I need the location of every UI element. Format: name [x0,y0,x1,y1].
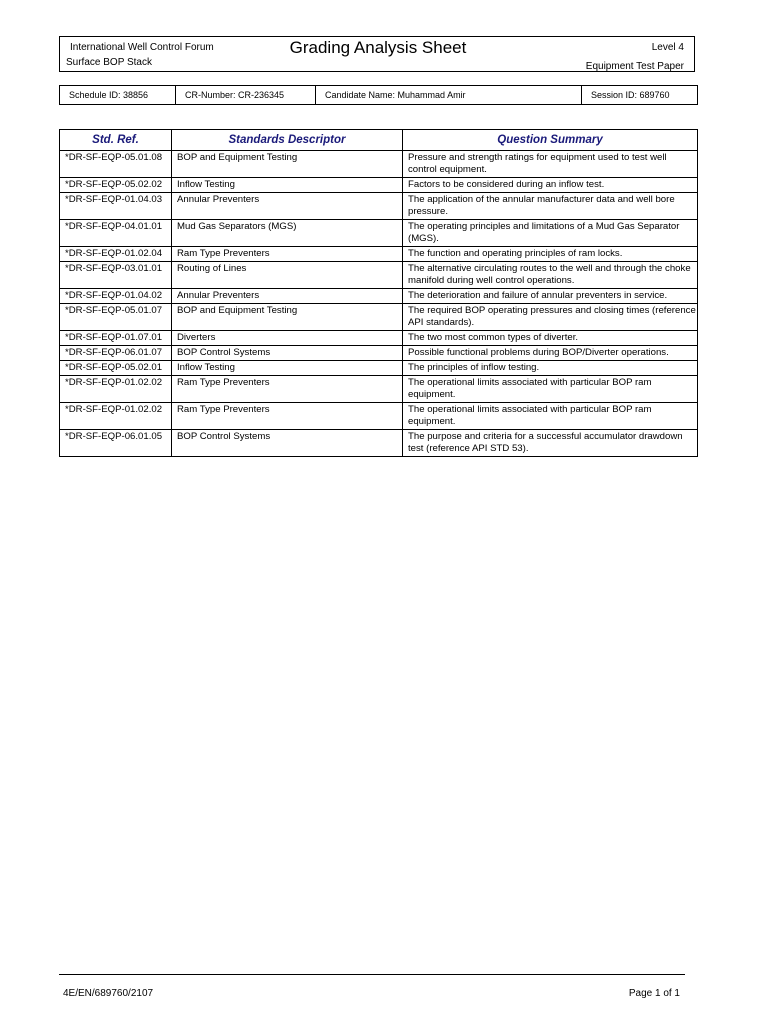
summary-cell: The principles of inflow testing. [403,361,698,376]
cr-number: CR-Number: CR-236345 [176,86,316,105]
std-ref-cell: *DR-SF-EQP-01.07.01 [60,331,172,346]
table-row [60,151,698,178]
descriptor-cell: Annular Preventers [172,193,403,220]
summary-cell: The alternative circulating routes to the well and through the choke manifold during well control operations. [403,262,698,289]
std-ref-cell: *DR-SF-EQP-01.02.02 [60,376,172,403]
table-row [60,376,698,403]
table-row [60,403,698,430]
summary-cell: Factors to be considered during an inflow test. [403,178,698,193]
descriptor-cell: BOP Control Systems [172,346,403,361]
table-row [60,346,698,361]
table-row [60,289,698,304]
std-ref-cell: *DR-SF-EQP-05.01.07 [60,304,172,331]
level-label: Level 4 [651,42,684,53]
identifier-table [59,85,698,105]
std-ref-cell: *DR-SF-EQP-05.01.08 [60,151,172,178]
std-ref-cell: *DR-SF-EQP-05.02.02 [60,178,172,193]
table-row [60,193,698,220]
column-header-std-ref: Std. Ref. [60,130,172,151]
column-header-descriptor: Standards Descriptor [172,130,403,151]
table-row [60,262,698,289]
table-row [60,430,698,457]
schedule-id: Schedule ID: 38856 [60,86,176,105]
summary-cell: The two most common types of diverter. [403,331,698,346]
table-row [60,331,698,346]
table-row [60,178,698,193]
std-ref-cell: *DR-SF-EQP-01.02.04 [60,247,172,262]
summary-cell: The operational limits associated with particular BOP ram equipment. [403,403,698,430]
subject-name: Surface BOP Stack [66,57,152,68]
page-title: Grading Analysis Sheet [289,38,467,57]
std-ref-cell: *DR-SF-EQP-01.02.02 [60,403,172,430]
std-ref-cell: *DR-SF-EQP-01.04.03 [60,193,172,220]
summary-cell: The function and operating principles of ram locks. [403,247,698,262]
column-header-summary: Question Summary [403,130,698,151]
analysis-table-body [60,151,698,457]
document-code: 4E/EN/689760/2107 [63,988,154,999]
descriptor-cell: Ram Type Preventers [172,247,403,262]
descriptor-cell: Inflow Testing [172,178,403,193]
summary-cell: Pressure and strength ratings for equipment used to test well control equipment. [403,151,698,178]
descriptor-cell: Annular Preventers [172,289,403,304]
descriptor-cell: BOP and Equipment Testing [172,151,403,178]
document-header [59,36,695,72]
descriptor-cell: Mud Gas Separators (MGS) [172,220,403,247]
paper-label: Equipment Test Paper [585,61,684,72]
std-ref-cell: *DR-SF-EQP-05.02.01 [60,361,172,376]
descriptor-cell: Ram Type Preventers [172,376,403,403]
summary-cell: The operational limits associated with particular BOP ram equipment. [403,376,698,403]
summary-cell: The application of the annular manufacturer data and well bore pressure. [403,193,698,220]
descriptor-cell: Routing of Lines [172,262,403,289]
table-row [60,247,698,262]
std-ref-cell: *DR-SF-EQP-06.01.05 [60,430,172,457]
std-ref-cell: *DR-SF-EQP-04.01.01 [60,220,172,247]
summary-cell: The required BOP operating pressures and closing times (reference API standards). [403,304,698,331]
candidate-name: Candidate Name: Muhammad Amir [316,86,582,105]
std-ref-cell: *DR-SF-EQP-06.01.07 [60,346,172,361]
footer-divider [59,974,685,975]
table-row [60,304,698,331]
std-ref-cell: *DR-SF-EQP-03.01.01 [60,262,172,289]
summary-cell: The operating principles and limitations of a Mud Gas Separator (MGS). [403,220,698,247]
table-row [60,220,698,247]
session-id: Session ID: 689760 [582,86,698,105]
descriptor-cell: Ram Type Preventers [172,403,403,430]
analysis-table [59,129,698,457]
descriptor-cell: BOP Control Systems [172,430,403,457]
summary-cell: Possible functional problems during BOP/Diverter operations. [403,346,698,361]
descriptor-cell: Diverters [172,331,403,346]
descriptor-cell: BOP and Equipment Testing [172,304,403,331]
page-number: Page 1 of 1 [628,988,680,999]
std-ref-cell: *DR-SF-EQP-01.04.02 [60,289,172,304]
organization-name: International Well Control Forum [70,42,214,53]
descriptor-cell: Inflow Testing [172,361,403,376]
summary-cell: The purpose and criteria for a successful accumulator drawdown test (reference API STD 53). [403,430,698,457]
summary-cell: The deterioration and failure of annular preventers in service. [403,289,698,304]
table-row [60,361,698,376]
